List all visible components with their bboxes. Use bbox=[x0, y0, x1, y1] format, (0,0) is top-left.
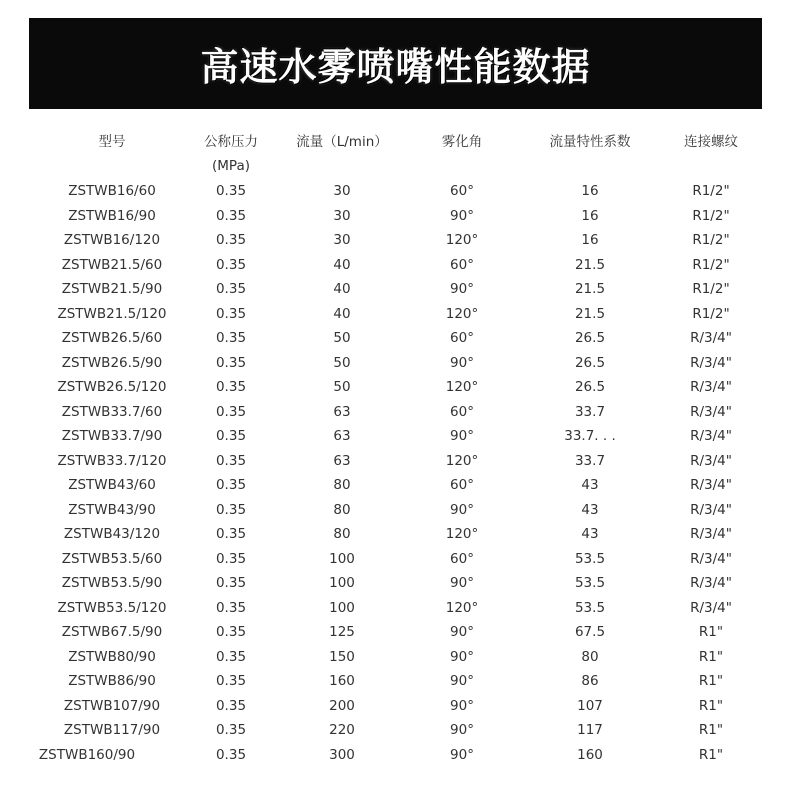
cell-flow-coefficient: 160 bbox=[577, 746, 603, 763]
cell-flow: 30 bbox=[333, 232, 351, 248]
cell-flow-coefficient: 43 bbox=[581, 501, 599, 518]
cell-pressure: 0.35 bbox=[215, 697, 247, 714]
cell-flow: 63 bbox=[333, 428, 351, 444]
cell-model: ZSTWB43/90 bbox=[68, 501, 156, 518]
cell-model: ZSTWB26.5/60 bbox=[61, 330, 163, 346]
cell-flow-coefficient: 33.7. . . bbox=[564, 428, 616, 444]
cell-flow: 100 bbox=[329, 575, 355, 591]
cell-spray-angle: 60° bbox=[450, 477, 474, 493]
cell-spray-angle: 90° bbox=[450, 354, 474, 371]
cell-flow-coefficient: 16 bbox=[581, 207, 599, 224]
cell-flow: 220 bbox=[329, 722, 355, 738]
cell-pressure: 0.35 bbox=[215, 624, 247, 640]
header-flow-coefficient: 流量特性系数 bbox=[549, 134, 631, 150]
cell-thread: R/3/4" bbox=[690, 452, 732, 469]
header-sub-pressure: (MPa) bbox=[212, 158, 250, 174]
cell-model: ZSTWB117/90 bbox=[63, 722, 161, 738]
cell-spray-angle: 90° bbox=[450, 746, 474, 763]
cell-thread: R/3/4" bbox=[690, 354, 732, 371]
header-pressure: 公称压力 bbox=[204, 134, 258, 150]
cell-spray-angle: 60° bbox=[450, 183, 474, 199]
cell-thread: R1" bbox=[698, 648, 724, 665]
cell-flow: 80 bbox=[333, 526, 351, 542]
cell-flow: 200 bbox=[329, 697, 355, 714]
cell-flow: 50 bbox=[333, 354, 351, 371]
header-spray-angle: 雾化角 bbox=[441, 134, 483, 150]
cell-flow-coefficient: 53.5 bbox=[574, 575, 606, 591]
cell-flow: 100 bbox=[329, 599, 355, 616]
cell-thread: R1" bbox=[698, 722, 724, 738]
cell-spray-angle: 120° bbox=[445, 452, 479, 469]
cell-thread: R1" bbox=[698, 624, 724, 640]
cell-thread: R/3/4" bbox=[690, 526, 732, 542]
cell-model: ZSTWB53.5/90 bbox=[61, 575, 163, 591]
cell-spray-angle: 120° bbox=[445, 599, 479, 616]
header-thread: 连接螺纹 bbox=[684, 134, 738, 150]
cell-flow: 40 bbox=[333, 281, 351, 297]
cell-thread: R1/2" bbox=[692, 207, 730, 224]
cell-flow: 30 bbox=[333, 207, 351, 224]
cell-flow: 30 bbox=[333, 183, 351, 199]
cell-flow-coefficient: 26.5 bbox=[574, 330, 606, 346]
cell-model: ZSTWB43/120 bbox=[63, 526, 161, 542]
header-flow: 流量（L/min） bbox=[296, 134, 388, 150]
cell-thread: R/3/4" bbox=[690, 501, 732, 518]
cell-pressure: 0.35 bbox=[215, 648, 247, 665]
cell-flow: 50 bbox=[333, 379, 351, 395]
cell-flow-coefficient: 21.5 bbox=[574, 305, 606, 322]
cell-thread: R1/2" bbox=[692, 183, 730, 199]
cell-pressure: 0.35 bbox=[215, 673, 247, 689]
cell-thread: R1/2" bbox=[692, 305, 730, 322]
cell-thread: R1/2" bbox=[692, 232, 730, 248]
cell-model: ZSTWB33.7/120 bbox=[57, 452, 167, 469]
cell-flow-coefficient: 16 bbox=[581, 232, 599, 248]
cell-pressure: 0.35 bbox=[215, 477, 247, 493]
cell-model: ZSTWB53.5/60 bbox=[61, 550, 163, 567]
cell-flow-coefficient: 33.7 bbox=[574, 403, 606, 420]
cell-model: ZSTWB67.5/90 bbox=[61, 624, 163, 640]
cell-flow: 300 bbox=[329, 746, 355, 763]
cell-flow: 40 bbox=[333, 305, 351, 322]
cell-flow-coefficient: 43 bbox=[581, 477, 599, 493]
cell-spray-angle: 120° bbox=[445, 305, 479, 322]
cell-spray-angle: 90° bbox=[450, 648, 474, 665]
cell-thread: R/3/4" bbox=[690, 599, 732, 616]
cell-pressure: 0.35 bbox=[215, 550, 247, 567]
cell-flow-coefficient: 80 bbox=[581, 648, 599, 665]
cell-pressure: 0.35 bbox=[215, 746, 247, 763]
cell-pressure: 0.35 bbox=[215, 305, 247, 322]
cell-pressure: 0.35 bbox=[215, 501, 247, 518]
cell-model: ZSTWB53.5/120 bbox=[57, 599, 167, 616]
cell-thread: R1" bbox=[698, 697, 724, 714]
cell-flow: 63 bbox=[333, 403, 351, 420]
cell-model: ZSTWB80/90 bbox=[68, 648, 156, 665]
cell-model: ZSTWB26.5/120 bbox=[57, 379, 167, 395]
cell-flow-coefficient: 53.5 bbox=[574, 599, 606, 616]
cell-flow: 50 bbox=[333, 330, 351, 346]
cell-thread: R/3/4" bbox=[690, 379, 732, 395]
cell-flow: 80 bbox=[333, 501, 351, 518]
cell-flow: 150 bbox=[329, 648, 355, 665]
cell-spray-angle: 90° bbox=[450, 673, 474, 689]
cell-spray-angle: 60° bbox=[450, 550, 474, 567]
cell-spray-angle: 90° bbox=[450, 428, 474, 444]
cell-model: ZSTWB16/60 bbox=[68, 183, 156, 199]
cell-thread: R1" bbox=[698, 673, 724, 689]
cell-pressure: 0.35 bbox=[215, 452, 247, 469]
cell-spray-angle: 90° bbox=[450, 281, 474, 297]
cell-flow-coefficient: 43 bbox=[581, 526, 599, 542]
cell-flow-coefficient: 117 bbox=[577, 722, 603, 738]
cell-pressure: 0.35 bbox=[215, 379, 247, 395]
cell-thread: R/3/4" bbox=[690, 403, 732, 420]
cell-spray-angle: 90° bbox=[450, 501, 474, 518]
cell-flow-coefficient: 26.5 bbox=[574, 354, 606, 371]
title-banner bbox=[29, 18, 762, 109]
cell-spray-angle: 90° bbox=[450, 207, 474, 224]
cell-model: ZSTWB21.5/90 bbox=[61, 281, 163, 297]
cell-flow-coefficient: 86 bbox=[581, 673, 599, 689]
cell-flow: 40 bbox=[333, 256, 351, 273]
cell-spray-angle: 90° bbox=[450, 575, 474, 591]
cell-spray-angle: 120° bbox=[445, 232, 479, 248]
cell-model: ZSTWB21.5/120 bbox=[57, 305, 167, 322]
cell-flow-coefficient: 53.5 bbox=[574, 550, 606, 567]
cell-thread: R1/2" bbox=[692, 281, 730, 297]
cell-pressure: 0.35 bbox=[215, 330, 247, 346]
cell-spray-angle: 60° bbox=[450, 403, 474, 420]
cell-pressure: 0.35 bbox=[215, 232, 247, 248]
cell-model: ZSTWB16/120 bbox=[63, 232, 161, 248]
cell-thread: R/3/4" bbox=[690, 428, 732, 444]
cell-flow-coefficient: 21.5 bbox=[574, 256, 606, 273]
cell-flow: 160 bbox=[329, 673, 355, 689]
cell-pressure: 0.35 bbox=[215, 403, 247, 420]
cell-pressure: 0.35 bbox=[215, 428, 247, 444]
cell-pressure: 0.35 bbox=[215, 183, 247, 199]
cell-spray-angle: 120° bbox=[445, 379, 479, 395]
cell-pressure: 0.35 bbox=[215, 207, 247, 224]
cell-model: ZSTWB16/90 bbox=[68, 207, 156, 224]
cell-thread: R/3/4" bbox=[690, 477, 732, 493]
cell-flow-coefficient: 16 bbox=[581, 183, 599, 199]
cell-flow-coefficient: 26.5 bbox=[574, 379, 606, 395]
cell-flow: 125 bbox=[329, 624, 355, 640]
cell-model: ZSTWB43/60 bbox=[68, 477, 156, 493]
cell-pressure: 0.35 bbox=[215, 256, 247, 273]
cell-spray-angle: 90° bbox=[450, 697, 474, 714]
page-title: 高速水雾喷嘴性能数据 bbox=[200, 45, 591, 89]
cell-flow-coefficient: 21.5 bbox=[574, 281, 606, 297]
cell-thread: R/3/4" bbox=[690, 550, 732, 567]
cell-pressure: 0.35 bbox=[215, 722, 247, 738]
cell-thread: R1/2" bbox=[692, 256, 730, 273]
cell-model: ZSTWB86/90 bbox=[68, 673, 156, 689]
cell-flow-coefficient: 33.7 bbox=[574, 452, 606, 469]
cell-pressure: 0.35 bbox=[215, 281, 247, 297]
cell-spray-angle: 60° bbox=[450, 330, 474, 346]
cell-spray-angle: 60° bbox=[450, 256, 474, 273]
cell-flow: 100 bbox=[329, 550, 355, 567]
cell-flow: 80 bbox=[333, 477, 351, 493]
cell-model: ZSTWB33.7/90 bbox=[61, 428, 163, 444]
cell-flow-coefficient: 67.5 bbox=[574, 624, 606, 640]
cell-pressure: 0.35 bbox=[215, 354, 247, 371]
header-model: 型号 bbox=[98, 134, 126, 150]
cell-spray-angle: 90° bbox=[450, 624, 474, 640]
cell-pressure: 0.35 bbox=[215, 526, 247, 542]
cell-model: ZSTWB107/90 bbox=[63, 697, 161, 714]
cell-model: ZSTWB21.5/60 bbox=[61, 256, 163, 273]
cell-spray-angle: 90° bbox=[450, 722, 474, 738]
cell-flow: 63 bbox=[333, 452, 351, 469]
cell-pressure: 0.35 bbox=[215, 599, 247, 616]
cell-thread: R1" bbox=[698, 746, 724, 763]
cell-pressure: 0.35 bbox=[215, 575, 247, 591]
cell-model: ZSTWB26.5/90 bbox=[61, 354, 163, 371]
cell-thread: R/3/4" bbox=[690, 575, 732, 591]
cell-flow-coefficient: 107 bbox=[577, 697, 603, 714]
cell-model: ZSTWB33.7/60 bbox=[61, 403, 163, 420]
cell-spray-angle: 120° bbox=[445, 526, 479, 542]
cell-thread: R/3/4" bbox=[690, 330, 732, 346]
cell-model: ZSTWB160/90 bbox=[38, 746, 136, 763]
